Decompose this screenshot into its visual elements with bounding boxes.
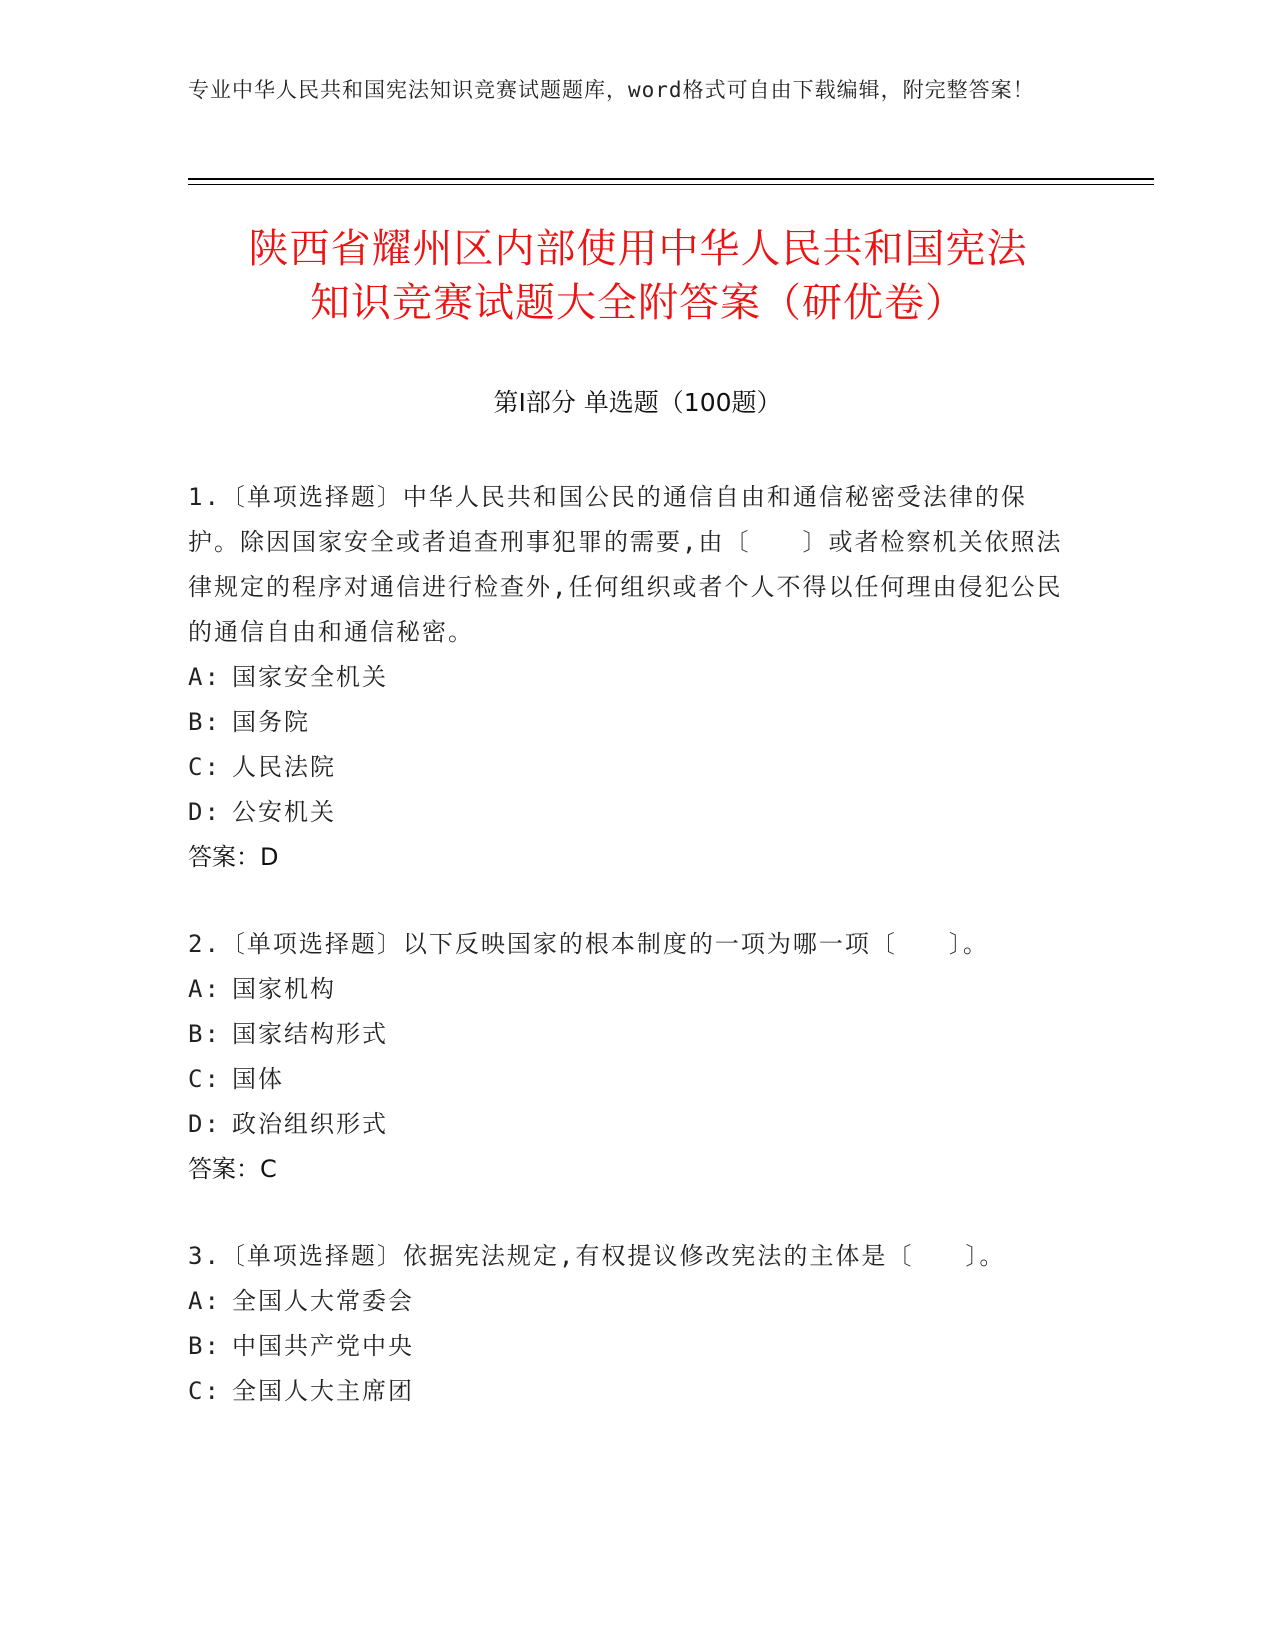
option-text: 公安机关 (232, 798, 336, 826)
option-text: 国家结构形式 (232, 1020, 388, 1048)
option-letter: C: (188, 1377, 221, 1405)
answer-line: 答案：C (188, 1155, 277, 1183)
document-title (188, 222, 1088, 330)
document-title-line-2: 知识竞赛试题大全附答案（研优卷） (310, 280, 966, 326)
document-title-line-1: 陕西省耀州区内部使用中华人民共和国宪法 (248, 226, 1028, 272)
question-stem: 2.〔单项选择题〕以下反映国家的根本制度的一项为哪一项〔 〕。 (188, 930, 989, 958)
option-d (188, 1102, 1068, 1147)
option-c (188, 745, 1068, 790)
option-a (188, 655, 1068, 700)
option-c (188, 1057, 1068, 1102)
option-d (188, 790, 1068, 835)
option-letter: A: (188, 975, 221, 1003)
option-text: 政治组织形式 (232, 1110, 388, 1138)
section-heading: 第Ⅰ部分 单选题（100题） (493, 388, 782, 417)
question-stem: 3.〔单项选择题〕依据宪法规定,有权提议修改宪法的主体是〔 〕。 (188, 1242, 1006, 1270)
option-b (188, 700, 1068, 745)
option-text: 中国共产党中央 (232, 1332, 414, 1360)
option-text: 全国人大常委会 (232, 1287, 414, 1315)
option-text: 全国人大主席团 (232, 1377, 414, 1405)
answer-line: 答案：D (188, 843, 279, 871)
option-letter: C: (188, 1065, 221, 1093)
option-b (188, 1012, 1068, 1057)
option-text: 国家机构 (232, 975, 336, 1003)
option-a (188, 967, 1068, 1012)
option-text: 国家安全机关 (232, 663, 388, 691)
option-letter: C: (188, 753, 221, 781)
header-rule-thin (188, 184, 1154, 185)
option-text: 国务院 (232, 708, 310, 736)
header-note: 专业中华人民共和国宪法知识竞赛试题题库，word格式可自由下载编辑，附完整答案！ (188, 78, 1035, 102)
option-letter: A: (188, 663, 221, 691)
option-letter: B: (188, 1020, 221, 1048)
option-letter: D: (188, 798, 221, 826)
option-a (188, 1279, 1068, 1324)
question-list (188, 475, 1068, 1456)
option-letter: B: (188, 708, 221, 736)
option-letter: A: (188, 1287, 221, 1315)
option-b (188, 1324, 1068, 1369)
question-3 (188, 1234, 1068, 1414)
option-c (188, 1369, 1068, 1414)
header-rule-thick (188, 178, 1154, 180)
question-stem: 1.〔单项选择题〕中华人民共和国公民的通信自由和通信秘密受法律的保护。除因国家安全或者追查刑事犯罪的需要,由〔 〕或者检察机关依照法律规定的程序对通信进行检查外,任何组织或者个人不得以任何理由侵犯公民的通信自由和通信秘密。 (188, 483, 1063, 646)
question-2 (188, 922, 1068, 1192)
option-text: 国体 (232, 1065, 284, 1093)
question-1 (188, 475, 1068, 880)
option-text: 人民法院 (232, 753, 336, 781)
option-letter: D: (188, 1110, 221, 1138)
option-letter: B: (188, 1332, 221, 1360)
